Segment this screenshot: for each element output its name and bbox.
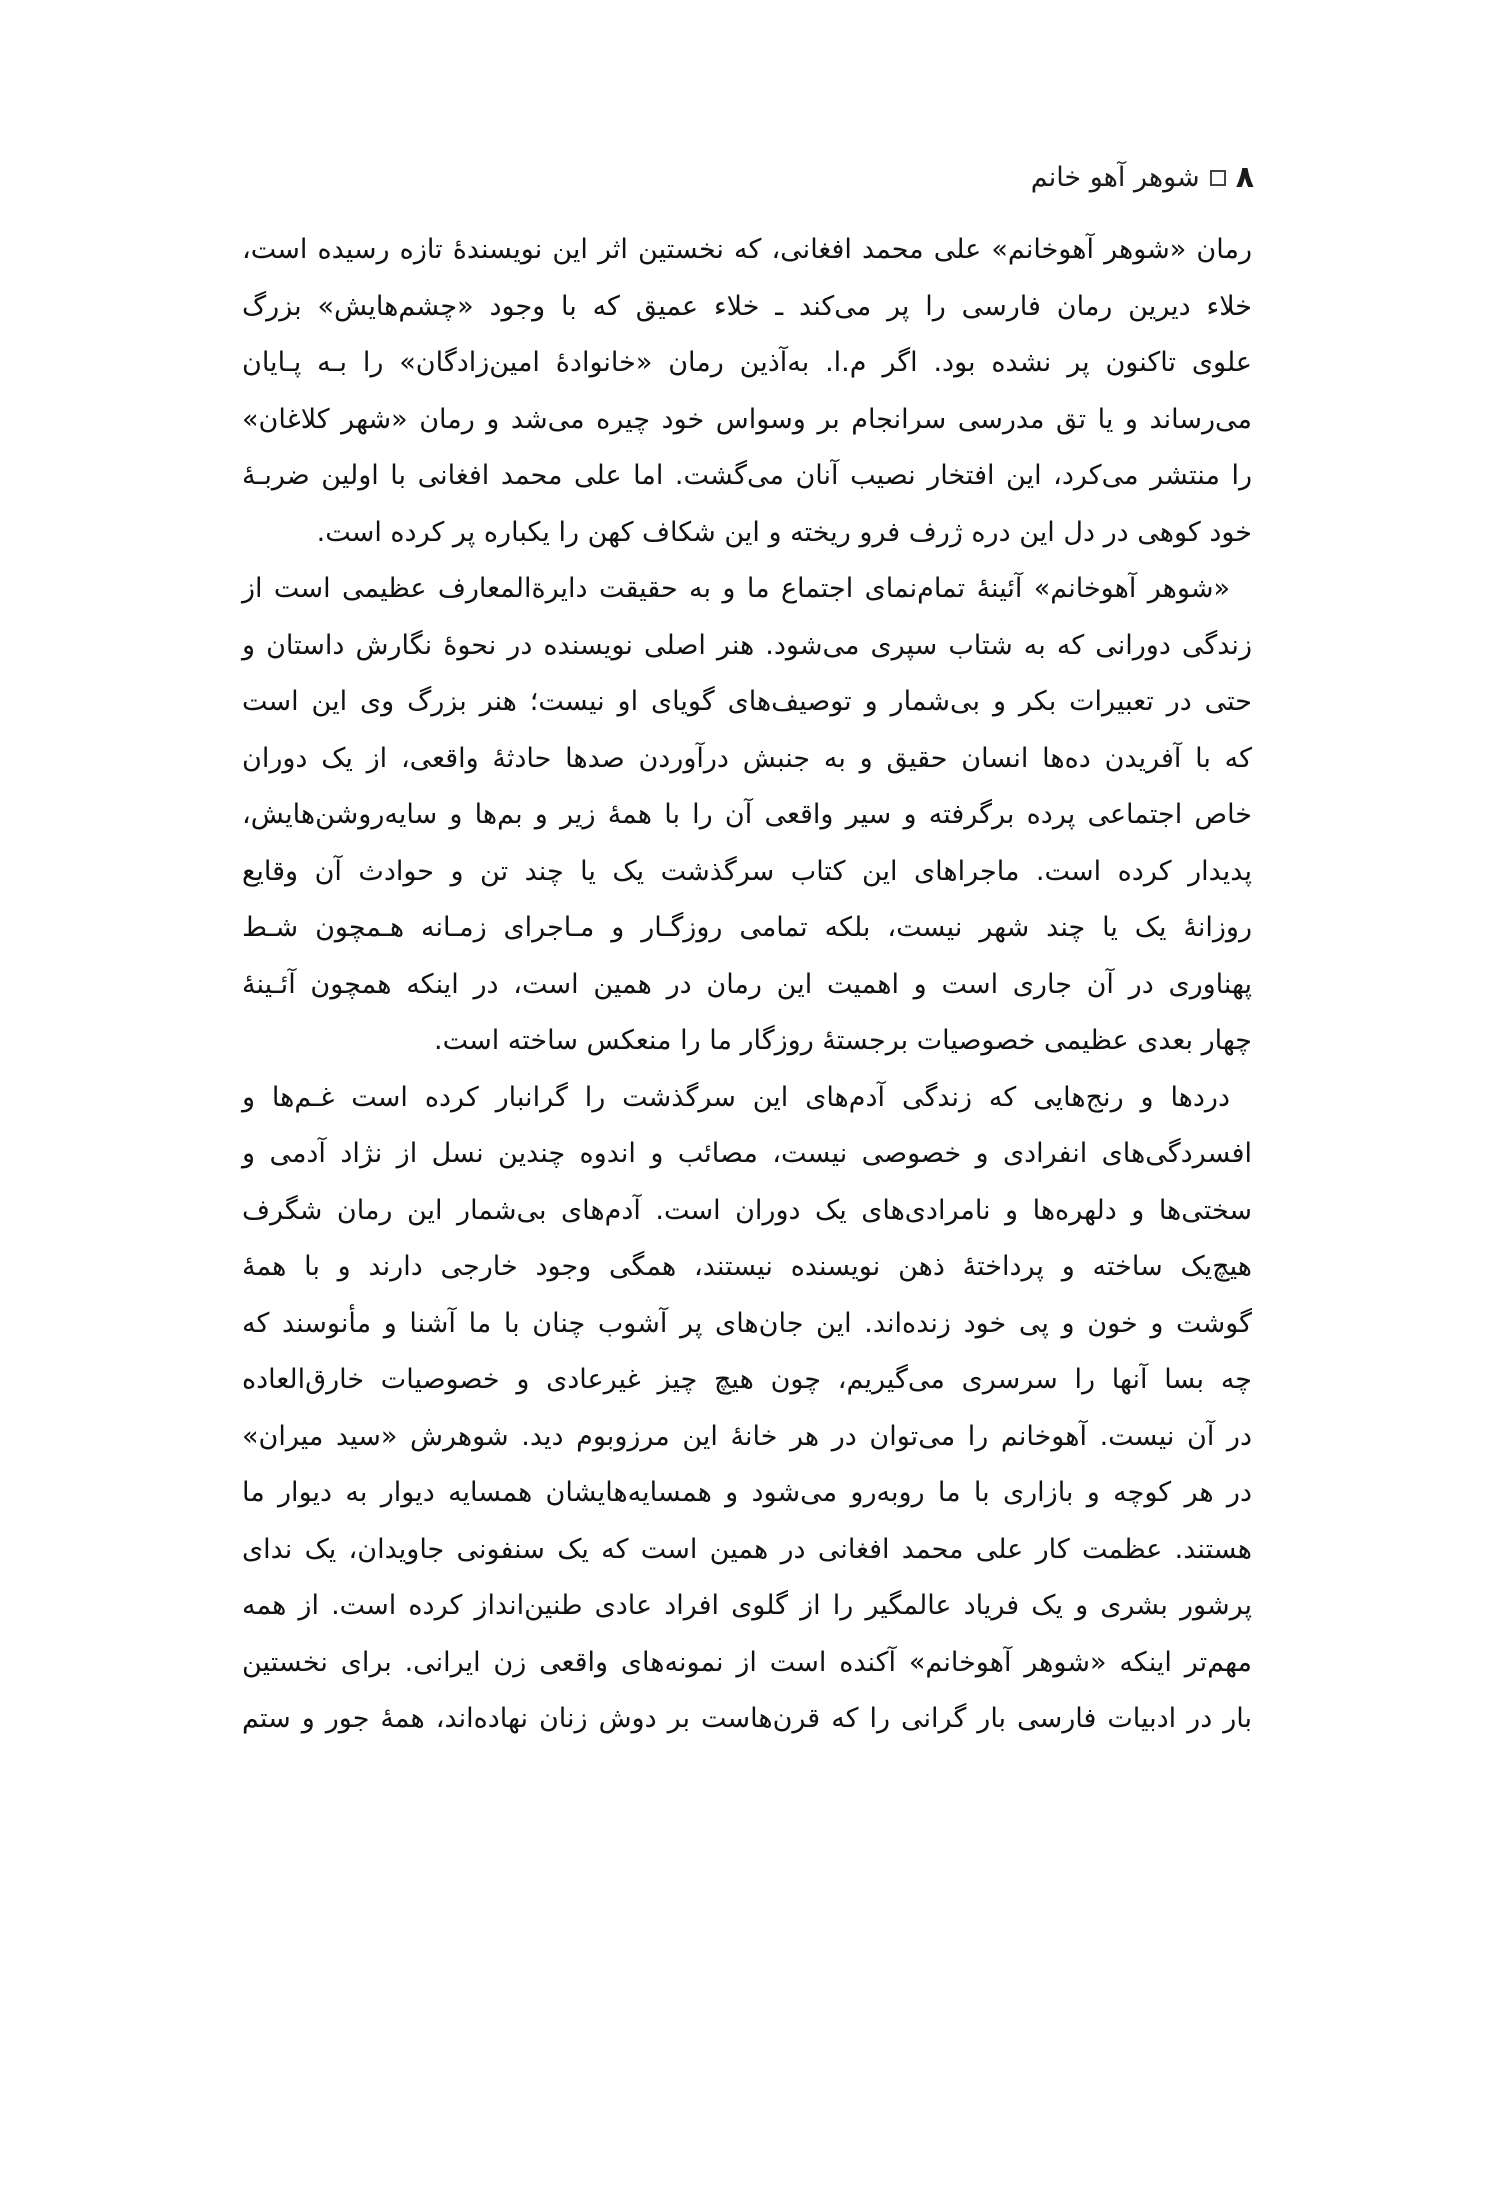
book-title: شوهر آهو خانم [1030, 162, 1200, 193]
text-line: می‌رساند و یا تق مدرسی سرانجام بر وسواس خود چیره می‌شد و رمان «شهر کلاغان» [242, 403, 1252, 435]
text-line: سختی‌ها و دلهره‌ها و نامرادی‌های یک دوران است. آدم‌های بی‌شمار این رمان شگرف [242, 1194, 1252, 1226]
text-line: علوی تاکنون پر نشده بود. اگر م.ا. به‌آذین رمان «خانوادهٔ امین‌زادگان» را بـه پـایان [242, 347, 1252, 378]
text-line: بار در ادبیات فارسی بار گرانی را که قرن‌هاست بر دوش زنان نهاده‌اند، همهٔ جور و ستم [242, 1703, 1252, 1734]
text-line: دردها و رنج‌هایی که زندگی آدم‌های این سرگذشت را گرانبار کرده است غـم‌ها و [242, 1081, 1230, 1113]
page-number: ۸ [1235, 160, 1254, 195]
text-line: زندگی دورانی که به شتاب سپری می‌شود. هنر اصلی نویسنده در نحوهٔ نگارش داستان و [242, 629, 1252, 661]
body-text [242, 222, 1252, 1748]
text-line: پدیدار کرده است. ماجراهای این کتاب سرگذشت یک یا چند تن و حوادث آن وقایع [242, 855, 1252, 887]
hollow-square-icon [1210, 170, 1226, 186]
text-line: چه بسا آنها را سرسری می‌گیریم، چون هیچ چیز غیرعادی و خصوصیات خارق‌العاده [242, 1364, 1252, 1395]
text-line: چهار بعدی عظیمی خصوصیات برجستهٔ روزگار ما را منعکس ساخته است. [434, 1025, 1252, 1056]
text-line: رمان «شوهر آهوخانم» علی محمد افغانی، که نخستین اثر این نویسندهٔ تازه رسیده است، [242, 234, 1252, 265]
text-line: پرشور بشری و یک فریاد عالمگیر را از گلوی افراد عادی طنین‌انداز کرده است. از همه [242, 1590, 1252, 1621]
text-line: هیچ‌یک ساخته و پرداختهٔ ذهن نویسنده نیستند، همگی وجود خارجی دارند و با همهٔ [242, 1251, 1252, 1282]
text-line: در هر کوچه و بازاری با ما روبه‌رو می‌شود و همسایه‌هایشان همسایه دیوار به دیوار ما [242, 1477, 1252, 1508]
text-line: روزانهٔ یک یا چند شهر نیست، بلکه تمامی روزگـار و مـاجرای زمـانه هـمچون شـط [242, 912, 1252, 943]
text-line: که با آفریدن ده‌ها انسان حقیق و به جنبش درآوردن صدها حادثهٔ واقعی، از یک دوران [242, 742, 1252, 774]
text-line: هستند. عظمت کار علی محمد افغانی در همین است که یک سنفونی جاویدان، یک ندای [242, 1533, 1252, 1565]
text-line: خلاء دیرین رمان فارسی را پر می‌کند ـ خلاء عمیق که با وجود «چشم‌هایش» بزرگ [242, 290, 1252, 322]
text-line: مهم‌تر اینکه «شوهر آهوخانم» آکنده است از نمونه‌های واقعی زن ایرانی. برای نخستین [242, 1646, 1252, 1678]
text-line: گوشت و خون و پی خود زنده‌اند. این جان‌های پر آشوب چنان با ما آشنا و مأنوسند که [242, 1307, 1252, 1339]
text-line: در آن نیست. آهوخانم را می‌توان در هر خانهٔ این مرزوبوم دید. شوهرش «سید میران» [242, 1420, 1252, 1452]
text-line: را منتشر می‌کرد، این افتخار نصیب آنان می‌گشت. اما علی محمد افغانی با اولین ضربـهٔ [242, 460, 1252, 491]
text-line: خود کوهی در دل این دره ژرف فرو ریخته و این شکاف کهن را یکباره پر کرده است. [316, 516, 1252, 548]
running-head [1031, 160, 1254, 195]
text-line: افسردگی‌های انفرادی و خصوصی نیست، مصائب و اندوه چندین نسل از نژاد آدمی و [242, 1138, 1252, 1169]
text-line: خاص اجتماعی پرده برگرفته و سیر واقعی آن را با همهٔ زیر و بم‌ها و سایه‌روشن‌هایش، [242, 799, 1252, 830]
text-line: پهناوری در آن جاری است و اهمیت این رمان در همین است، در اینکه همچون آئـینهٔ [242, 968, 1252, 1000]
text-line: حتی در تعبیرات بکر و بی‌شمار و توصیف‌های گویای او نیست؛ هنر بزرگ وی این است [242, 686, 1252, 717]
text-line: «شوهر آهوخانم» آئینهٔ تمام‌نمای اجتماع ما و به حقیقت دایرة‌المعارف عظیمی است از [242, 573, 1230, 604]
